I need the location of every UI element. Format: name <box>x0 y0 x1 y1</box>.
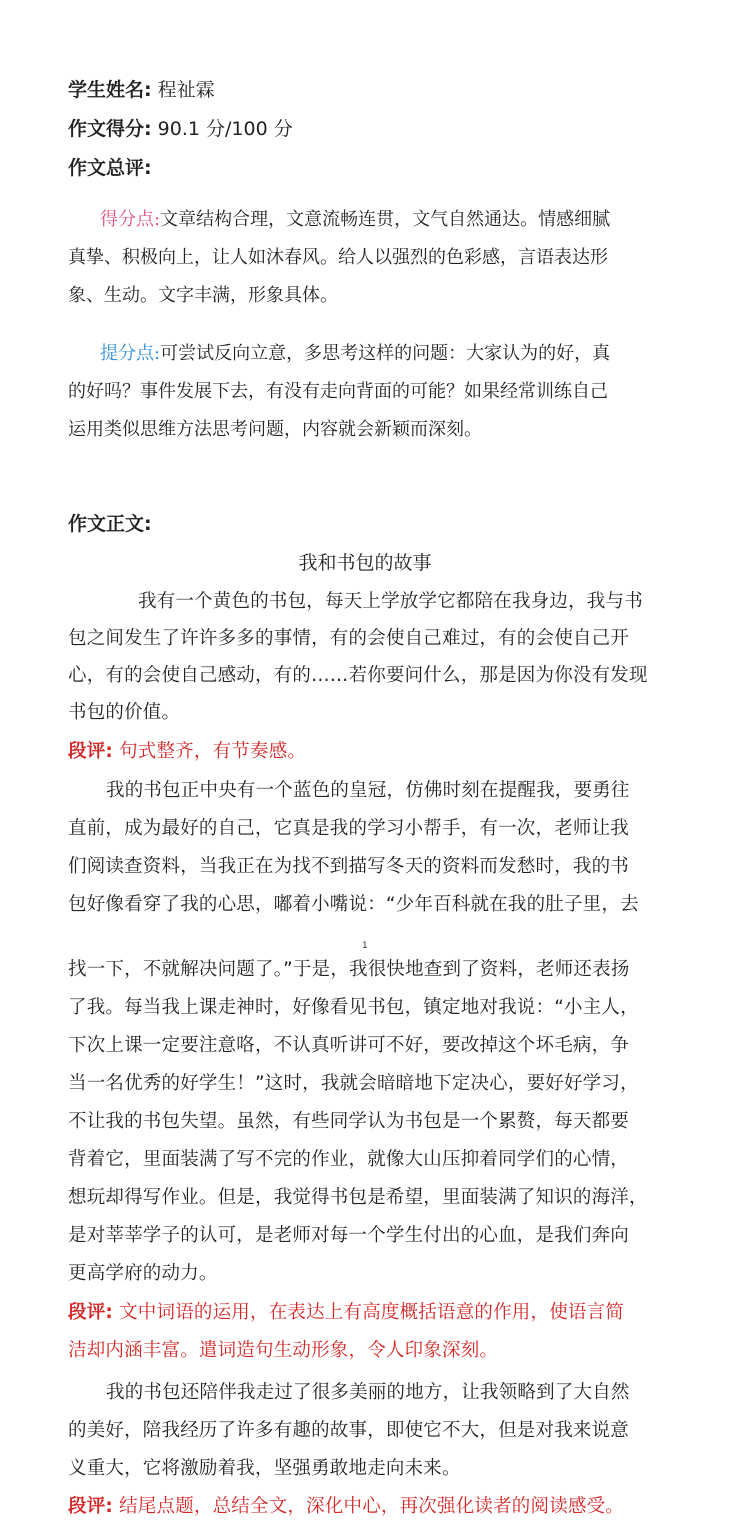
comment-3-text: 结尾点题，总结全文，深化中心，再次强化读者的阅读感受。 <box>119 1496 624 1517</box>
essay-section-label: 作文正文: <box>68 513 152 535</box>
comment-1-text: 句式整齐，有节奏感。 <box>119 741 307 762</box>
improve-text-1: 可尝试反向立意，多思考这样的问题：大家认为的好，真 <box>160 343 611 364</box>
essay-title: 我和书包的故事 <box>298 552 432 574</box>
comment-3-label: 段评: <box>68 1496 113 1517</box>
para2-line-3: 们阅读查资料，当我正在为找不到描写冬天的资料而发愁时，我的书 <box>68 856 630 877</box>
para3-line-5: 不让我的书包失望。虽然，有些同学认为书包是一个累赘，每天都要 <box>68 1111 630 1132</box>
para2-line-1: 我的书包正中央有一个蓝色的皇冠，仿佛时刻在提醒我，要勇往 <box>106 780 630 801</box>
student-name: 程祉霖 <box>157 79 215 101</box>
para3-line-1: 找一下，不就解决问题了。”于是，我很快地查到了资料，老师还表扬 <box>68 959 630 980</box>
improve-label: 提分点: <box>100 343 161 364</box>
merit-label: 得分点: <box>100 209 161 230</box>
para3-line-3: 下次上课一定要注意咯，不认真听讲可不好，要改掉这个坏毛病，争 <box>68 1035 630 1056</box>
comment-3 <box>68 1492 624 1518</box>
merit-line-2: 真挚、积极向上，让人如沐春风。给人以强烈的色彩感，言语表达形 <box>68 247 608 268</box>
para4-line-2: 的美好，陪我经历了许多有趣的故事，即使它不大，但是对我来说意 <box>68 1420 630 1441</box>
improve-line-1 <box>100 339 610 365</box>
para3-line-7: 想玩却得写作业。但是，我觉得书包是希望，里面装满了知识的海洋， <box>68 1187 648 1208</box>
para3-line-8: 是对莘莘学子的认可，是老师对每一个学生付出的心血，是我们奔向 <box>68 1225 630 1246</box>
para3-line-4: 当一名优秀的好学生！”这时，我就会暗暗地下定决心，要好好学习， <box>68 1073 639 1094</box>
essay-heading <box>68 509 152 536</box>
comment-2-line-2: 洁却内涵丰富。遣词造句生动形象，令人印象深刻。 <box>68 1340 499 1361</box>
para2-line-4: 包好像看穿了我的心思，嘟着小嘴说：“少年百科就在我的肚子里，去 <box>68 894 639 915</box>
para3-line-2: 了我。每当我上课走神时，好像看见书包，镇定地对我说：“小主人， <box>68 997 639 1018</box>
improve-line-2: 的好吗？事件发展下去，有没有走向背面的可能？如果经常训练自己 <box>68 381 608 402</box>
footnote-mark: 1 <box>362 941 368 951</box>
comment-2-label: 段评: <box>68 1302 113 1323</box>
comment-2-line-1 <box>68 1298 624 1324</box>
para2-line-2: 直前，成为最好的自己，它真是我的学习小帮手，有一次，老师让我 <box>68 818 630 839</box>
para3-line-9: 更高学府的动力。 <box>68 1263 218 1284</box>
para1-line-2: 包之间发生了许许多多的事情，有的会使自己难过，有的会使自己开 <box>68 628 630 649</box>
review-heading <box>68 153 152 180</box>
improve-line-3: 运用类似思维方法思考问题，内容就会新颖而深刻。 <box>68 419 482 440</box>
comment-1-label: 段评: <box>68 741 113 762</box>
score-row <box>68 114 293 141</box>
merit-line-3: 象、生动。文字丰满，形象具体。 <box>68 285 338 306</box>
para4-line-1: 我的书包还陪伴我走过了很多美丽的地方，让我领略到了大自然 <box>106 1382 630 1403</box>
para1-line-1: 我有一个黄色的书包，每天上学放学它都陪在我身边，我与书 <box>138 591 643 612</box>
merit-text-1: 文章结构合理，文意流畅连贯，文气自然通达。情感细腻 <box>160 209 611 230</box>
merit-line-1 <box>100 205 610 231</box>
score-value: 90.1 分/100 分 <box>157 118 293 140</box>
para4-line-3: 义重大，它将激励着我，坚强勇敢地走向未来。 <box>68 1458 461 1479</box>
comment-2-text-1: 文中词语的运用，在表达上有高度概括语意的作用，使语言简 <box>119 1302 624 1323</box>
comment-1 <box>68 737 306 763</box>
para1-line-4: 书包的价值。 <box>68 702 181 723</box>
para3-line-6: 背着它，里面装满了写不完的作业，就像大山压抑着同学们的心情， <box>68 1149 630 1170</box>
para1-line-3: 心，有的会使自己感动，有的……若你要问什么，那是因为你没有发现 <box>68 665 648 686</box>
student-name-row <box>68 75 215 102</box>
score-label: 作文得分: <box>68 118 152 140</box>
student-name-label: 学生姓名: <box>68 79 152 101</box>
review-label: 作文总评: <box>68 157 152 179</box>
